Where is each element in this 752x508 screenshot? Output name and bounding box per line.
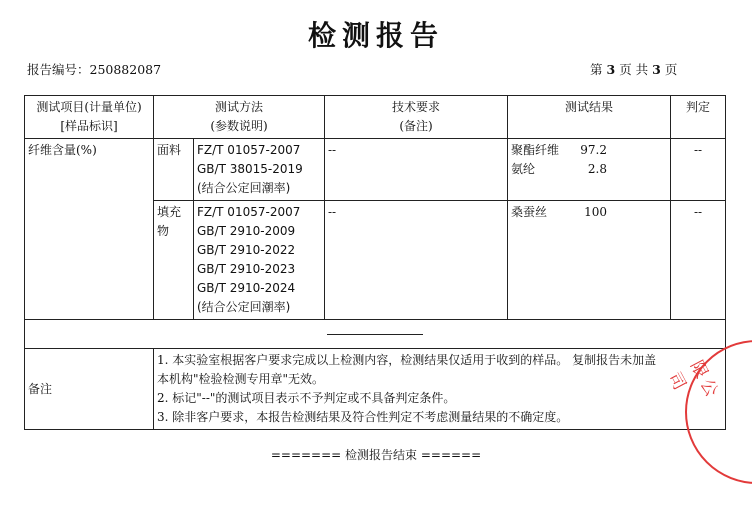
page-indicator bbox=[590, 60, 677, 78]
header-method-label: 测试方法 bbox=[214, 100, 263, 114]
requirement-cell: -- bbox=[325, 139, 508, 201]
fiber-value: 97.2 bbox=[580, 143, 607, 157]
header-method-sub: (参数说明) bbox=[210, 119, 268, 133]
header-requirement-sub: (备注) bbox=[399, 119, 433, 133]
seal-text: 限公司 bbox=[663, 357, 724, 404]
fiber-value: 100 bbox=[584, 205, 607, 219]
header-method bbox=[154, 96, 325, 139]
note-line: 本机构"检验检测专用章"无效。 bbox=[157, 372, 325, 386]
result-line bbox=[511, 141, 667, 160]
fiber-value: 2.8 bbox=[587, 162, 607, 176]
page-current: 3 bbox=[606, 62, 616, 77]
header-item bbox=[25, 96, 154, 139]
report-end-marker: ======= 检测报告结束 ====== bbox=[270, 448, 482, 462]
requirement-cell: -- bbox=[325, 201, 508, 320]
separator-line bbox=[327, 334, 423, 335]
result-cell bbox=[508, 201, 671, 320]
result-line bbox=[511, 160, 667, 179]
table-header-row bbox=[25, 96, 726, 139]
report-title: 检测报告 bbox=[307, 19, 444, 52]
header-item-sub: [样品标识] bbox=[60, 119, 118, 133]
judgement-cell: -- bbox=[671, 139, 726, 201]
method-line: GB/T 38015-2019 bbox=[197, 162, 303, 176]
note-line: 3. 除非客户要求，本报告检测结果及符合性判定不考虑测量结果的不确定度。 bbox=[157, 410, 569, 424]
note-line: 2. 标记"--"的测试项目表示不予判定或不具备判定条件。 bbox=[157, 391, 456, 405]
method-line: (结合公定回潮率) bbox=[197, 300, 291, 314]
notes-content bbox=[154, 349, 726, 430]
fiber-name: 桑蚕丝 bbox=[511, 205, 548, 219]
fiber-name: 聚酯纤维 bbox=[511, 143, 560, 157]
header-requirement-label: 技术要求 bbox=[391, 100, 440, 114]
separator-row bbox=[25, 320, 726, 349]
result-line bbox=[511, 203, 667, 222]
method-list bbox=[194, 139, 325, 201]
page-prefix: 第 bbox=[590, 62, 603, 77]
separator-cell bbox=[25, 320, 726, 349]
results-table bbox=[24, 95, 726, 430]
method-line: GB/T 2910-2009 bbox=[197, 224, 296, 238]
page-mid: 页 共 bbox=[619, 62, 649, 77]
fiber-name: 氨纶 bbox=[511, 162, 536, 176]
result-cell bbox=[508, 139, 671, 201]
header-requirement bbox=[325, 96, 508, 139]
page-suffix: 页 bbox=[664, 62, 678, 77]
notes-label: 备注 bbox=[25, 349, 154, 430]
judgement-cell: -- bbox=[671, 201, 726, 320]
header-result: 测试结果 bbox=[508, 96, 671, 139]
method-line: FZ/T 01057-2007 bbox=[197, 205, 301, 219]
table-row bbox=[25, 139, 726, 201]
report-number: 报告编号：250882087 bbox=[27, 62, 162, 77]
header-item-label: 测试项目(计量单位) bbox=[36, 100, 142, 114]
part-label: 填充物 bbox=[154, 201, 194, 320]
note-line: 1. 本实验室根据客户要求完成以上检测内容，检测结果仅适用于收到的样品。 复制报告未加盖 bbox=[157, 353, 657, 367]
page-total: 3 bbox=[652, 62, 661, 77]
part-label: 面料 bbox=[154, 139, 194, 201]
method-line: GB/T 2910-2023 bbox=[197, 262, 296, 276]
method-list bbox=[194, 201, 325, 320]
item-name: 纤维含量(%) bbox=[25, 139, 154, 320]
notes-row bbox=[25, 349, 726, 430]
header-judgement: 判定 bbox=[671, 96, 726, 139]
method-line: (结合公定回潮率) bbox=[197, 181, 291, 195]
method-line: FZ/T 01057-2007 bbox=[197, 143, 301, 157]
method-line: GB/T 2910-2024 bbox=[197, 281, 296, 295]
method-line: GB/T 2910-2022 bbox=[197, 243, 296, 257]
